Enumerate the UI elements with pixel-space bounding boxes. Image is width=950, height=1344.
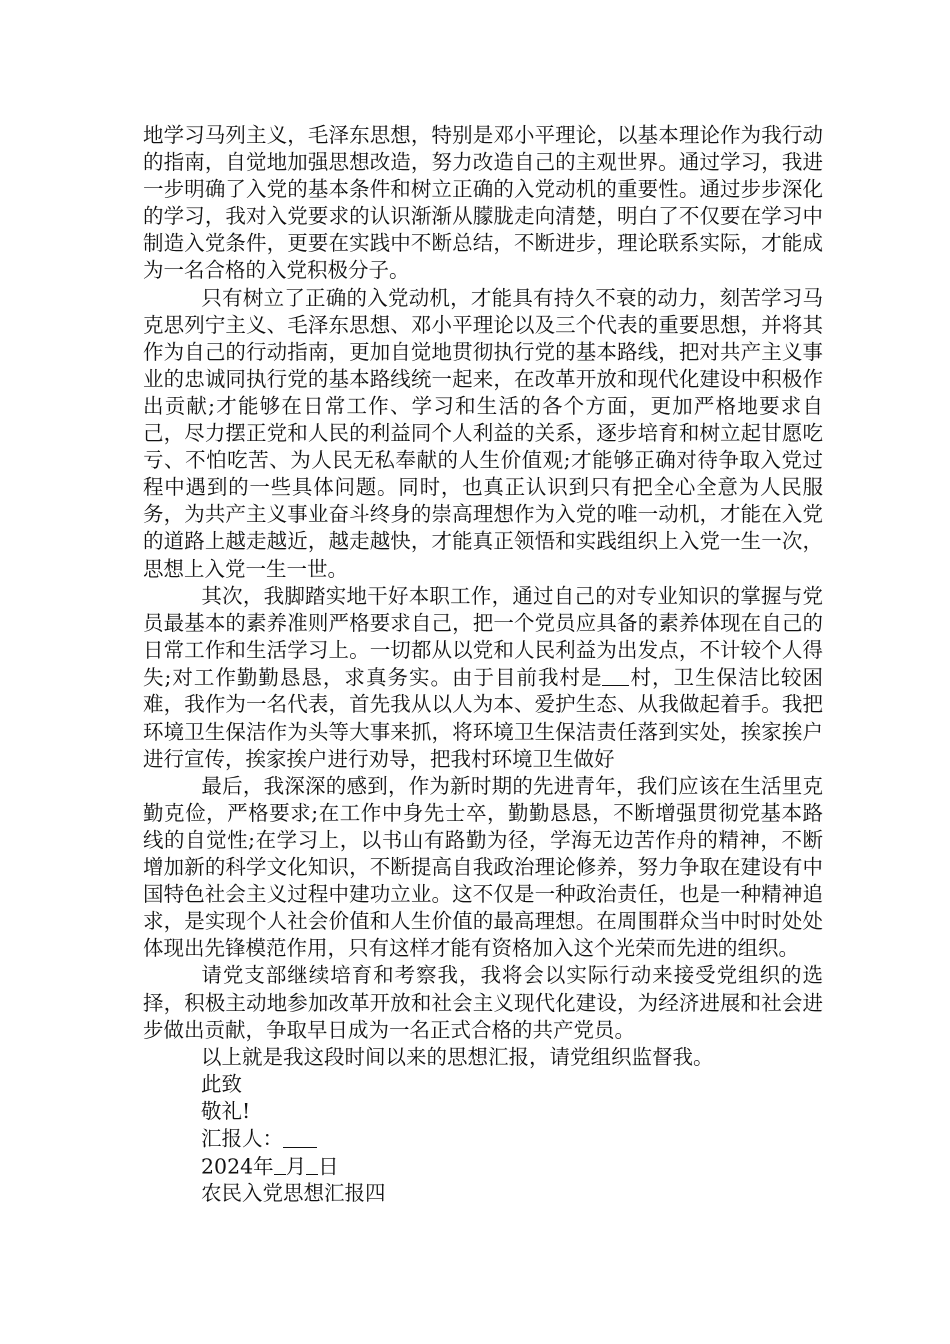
fill-in-blank-village	[602, 664, 629, 687]
paragraph-4: 最后，我深深的感到，作为新时期的先进青年，我们应该在生活里克勤克俭，严格要求;在工作中身先士卒，勤勤恳恳，不断增强贯彻党基本路线的自觉性;在学习上，以书山有路勤为径，学海无边苦作舟的精神，不断增加新的科学文化知识，不断提高自我政治理论修养，努力争取在建设有中国特色社会主义过程中建功立业。这不仅是一种政治责任，也是一种精神追求，是实现个人社会价值和人生价值的最高理想。在周围群众当中时时处处体现出先锋模范作用，只有这样才能有资格加入这个光荣而先进的组织。	[143, 773, 823, 961]
document-body	[143, 122, 823, 1207]
fill-in-blank-day	[306, 1153, 318, 1176]
paragraph-3-part-1: 其次，我脚踏实地干好本职工作，通过自己的对专业知识的掌握与党员最基本的素养准则严格要求自己，把一个党员应具备的素养体现在自己的日常工作和生活学习上。一切都从以党和人民利益为出发点，不计较个人得失;对工作勤勤恳恳，求真务实。由于目前我村是	[143, 583, 823, 690]
paragraph-3	[143, 583, 823, 773]
closing-regards: 敬礼!	[201, 1098, 251, 1123]
paragraph-3-part-2: 村，卫生保洁比较困难，我作为一名代表，首先我从以人为本、爱护生态、从我做起着手。我把环境卫生保洁作为头等大事来抓，将环境卫生保洁责任落到实处，挨家挨户进行宣传，挨家挨户进行劝导，把我村环境卫生做好	[143, 665, 824, 771]
paragraph-5: 请党支部继续培育和考察我，我将会以实际行动来接受党组织的选择，积极主动地参加改革开放和社会主义现代化建设，为经济进展和社会进步做出贡献，争取早日成为一名正式合格的共产党员。	[143, 963, 823, 1042]
date-line	[143, 1153, 823, 1181]
date-month: 月	[285, 1154, 307, 1179]
fill-in-blank-month	[274, 1153, 286, 1176]
fill-in-blank-reporter	[283, 1125, 317, 1148]
date-day: 日	[318, 1154, 339, 1179]
paragraph-2: 只有树立了正确的入党动机，才能具有持久不衰的动力，刻苦学习马克思列宁主义、毛泽东思想、邓小平理论以及三个代表的重要思想，并将其作为自己的行动指南，更加自觉地贯彻执行党的基本路线，把对共产主义事业的忠诚同执行党的基本路线统一起来，在改革开放和现代化建设中积极作出贡献;才能够在日常工作、学习和生活的各个方面，更加严格地要求自己，尽力摆正党和人民的利益同个人利益的关系，逐步培育和树立起甘愿吃亏、不怕吃苦、为人民无私奉献的人生价值观;才能够正确对待争取入党过程中遇到的一些具体问题。同时，也真正认识到只有把全心全意为人民服务，为共产主义事业奋斗终身的崇高理想作为入党的唯一动机，才能在入党的道路上越走越近，越走越快，才能真正领悟和实践组织上入党一生一次，思想上入党一生一世。	[143, 285, 823, 581]
date-year: 2024年	[201, 1154, 274, 1179]
reporter-line	[143, 1125, 823, 1153]
reporter-label: 汇报人：	[201, 1126, 283, 1151]
closing-salute: 此致	[201, 1071, 242, 1096]
paragraph-1: 地学习马列主义，毛泽东思想，特别是邓小平理论，以基本理论作为我行动的指南，自觉地加强思想改造，努力改造自己的主观世界。通过学习，我进一步明确了入党的基本条件和树立正确的入党动机的重要性。通过步步深化的学习，我对入党要求的认识渐渐从朦胧走向清楚，明白了不仅要在学习中制造入党条件，更要在实践中不断总结，不断进步，理论联系实际，才能成为一名合格的入党积极分子。	[143, 123, 823, 283]
next-section-title: 农民入党思想汇报四	[201, 1181, 386, 1206]
closing-summary: 以上就是我这段时间以来的思想汇报，请党组织监督我。	[201, 1044, 714, 1069]
